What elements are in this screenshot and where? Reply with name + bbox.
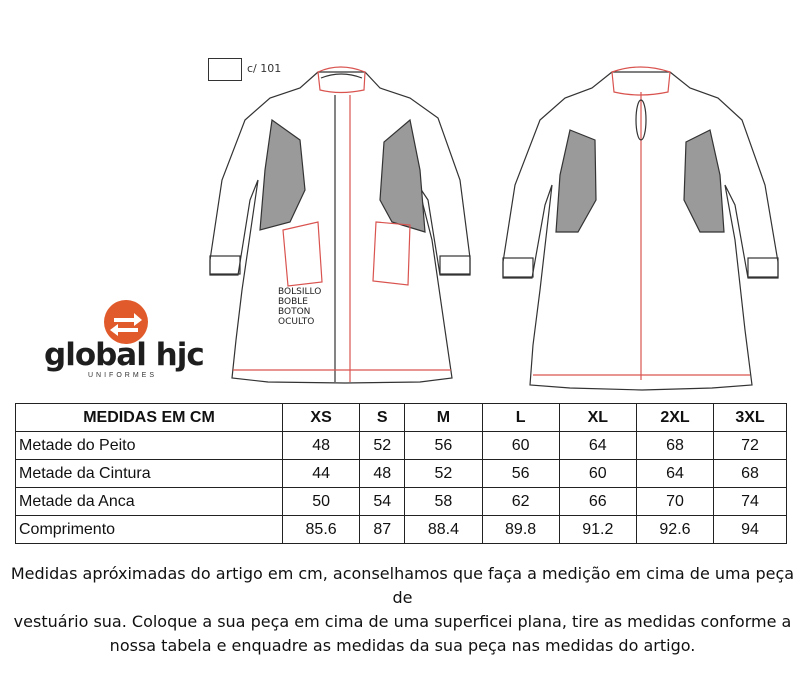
table-cell: 94 xyxy=(714,516,787,544)
table-cell: 60 xyxy=(559,460,636,488)
row-label: Metade da Cintura xyxy=(16,460,283,488)
row-label: Metade do Peito xyxy=(16,432,283,460)
table-cell: 68 xyxy=(636,432,713,460)
table-cell: 87 xyxy=(360,516,405,544)
table-row xyxy=(16,488,787,516)
table-cell: 60 xyxy=(482,432,559,460)
measurement-note xyxy=(10,562,795,658)
table-header-row xyxy=(16,404,787,432)
table-cell: 44 xyxy=(283,460,360,488)
table-cell: 70 xyxy=(636,488,713,516)
table-header-cell: XL xyxy=(559,404,636,432)
table-cell: 48 xyxy=(283,432,360,460)
row-label: Metade da Anca xyxy=(16,488,283,516)
table-header-cell: M xyxy=(405,404,482,432)
table-header-cell: S xyxy=(360,404,405,432)
table-cell: 56 xyxy=(482,460,559,488)
size-table xyxy=(15,403,787,544)
table-header-cell: XS xyxy=(283,404,360,432)
table-cell: 72 xyxy=(714,432,787,460)
table-cell: 68 xyxy=(714,460,787,488)
table-cell: 52 xyxy=(405,460,482,488)
table-cell: 58 xyxy=(405,488,482,516)
table-cell: 50 xyxy=(283,488,360,516)
table-cell: 64 xyxy=(636,460,713,488)
table-cell: 52 xyxy=(360,432,405,460)
color-code-label: c/ 101 xyxy=(247,62,282,75)
table-header-cell: L xyxy=(482,404,559,432)
table-row xyxy=(16,516,787,544)
front-garment-drawing xyxy=(210,67,470,383)
table-cell: 92.6 xyxy=(636,516,713,544)
table-cell: 74 xyxy=(714,488,787,516)
note-line: Medidas apróximadas do artigo em cm, aconselhamos que faça a medição em cima de uma peça de xyxy=(10,564,795,607)
logo-wordmark: global hjc xyxy=(44,337,204,373)
table-cell: 56 xyxy=(405,432,482,460)
table-cell: 64 xyxy=(559,432,636,460)
table-row xyxy=(16,460,787,488)
logo-tagline: UNIFORMES xyxy=(88,372,157,379)
table-cell: 85.6 xyxy=(283,516,360,544)
table-header-cell: MEDIDAS EM CM xyxy=(16,404,283,432)
table-cell: 91.2 xyxy=(559,516,636,544)
note-line: nossa tabela e enquadre as medidas da sua peça nas medidas do artigo. xyxy=(109,636,696,655)
table-cell: 54 xyxy=(360,488,405,516)
table-cell: 88.4 xyxy=(405,516,482,544)
table-cell: 89.8 xyxy=(482,516,559,544)
table-header-cell: 2XL xyxy=(636,404,713,432)
color-swatch-box xyxy=(208,58,242,81)
pocket-note-label: BOLSILLO BOBLE BOTON OCULTO xyxy=(278,287,322,327)
table-header-cell: 3XL xyxy=(714,404,787,432)
table-cell: 62 xyxy=(482,488,559,516)
table-cell: 48 xyxy=(360,460,405,488)
row-label: Comprimento xyxy=(16,516,283,544)
note-line: vestuário sua. Coloque a sua peça em cima de uma superficei plana, tire as medidas conforme a xyxy=(13,612,792,631)
table-cell: 66 xyxy=(559,488,636,516)
table-row xyxy=(16,432,787,460)
back-garment-drawing xyxy=(503,67,778,390)
